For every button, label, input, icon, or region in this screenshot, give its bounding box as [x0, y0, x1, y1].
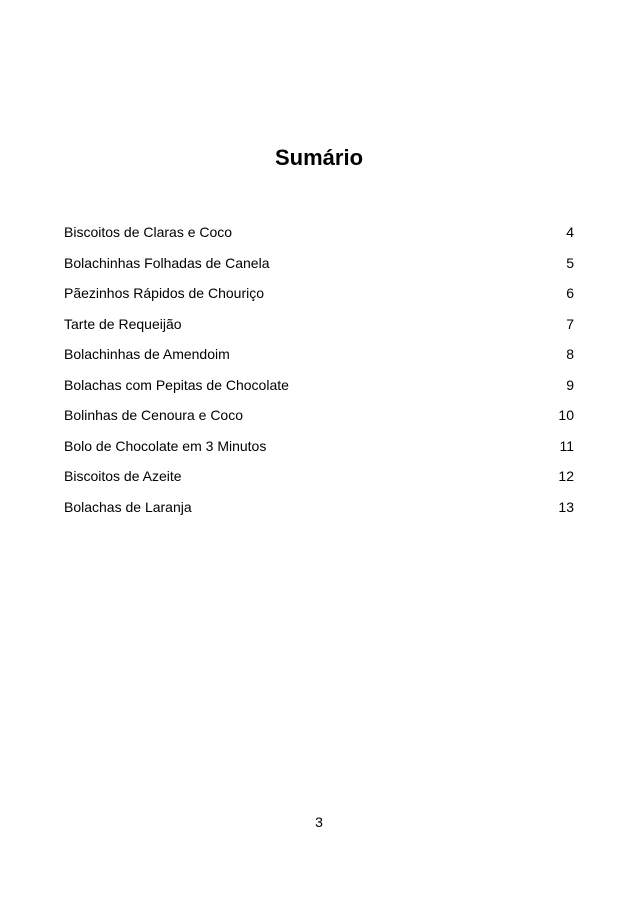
toc-entry-bolinhas-cenoura-coco	[64, 404, 574, 435]
toc-entry-bolo-chocolate-3-minutos	[64, 435, 574, 466]
toc-entry-biscoitos-azeite	[64, 465, 574, 496]
toc-entry-page: 4	[566, 224, 574, 240]
toc-entry-title: Bolachinhas Folhadas de Canela	[64, 254, 270, 271]
toc-entry-page: 7	[566, 315, 574, 332]
toc-entry-page: 10	[558, 407, 574, 423]
toc-entry-page: 9	[566, 376, 574, 393]
toc-entry-title: Pãezinhos Rápidos de Chouriço	[64, 285, 265, 301]
toc-entry-bolachas-pepitas-chocolate	[64, 374, 574, 405]
page-number: 3	[315, 814, 323, 830]
table-of-contents	[64, 221, 574, 526]
toc-entry-page: 12	[558, 468, 574, 484]
toc-entry-bolachas-laranja	[64, 496, 574, 527]
toc-entry-title: Tarte de Requeijão	[64, 315, 182, 332]
toc-entry-title: Bolinhas de Cenoura e Coco	[64, 407, 244, 423]
toc-entry-title: Bolachas de Laranja	[64, 498, 192, 515]
toc-entry-title: Bolo de Chocolate em 3 Minutos	[64, 437, 267, 454]
toc-entry-tarte-requeijao	[64, 313, 574, 344]
toc-entry-title: Biscoitos de Azeite	[64, 468, 182, 484]
toc-entry-page: 5	[566, 254, 574, 271]
toc-entry-title: Bolachinhas de Amendoim	[64, 346, 230, 362]
toc-entry-paezinhos-rapidos-chourico	[64, 282, 574, 313]
toc-entry-bolachinhas-amendoim	[64, 343, 574, 374]
toc-entry-page: 8	[566, 346, 574, 362]
toc-entry-page: 6	[566, 285, 574, 301]
toc-entry-title: Biscoitos de Claras e Coco	[64, 224, 233, 240]
toc-entry-page: 13	[558, 498, 574, 515]
toc-entry-biscoitos-claras-coco	[64, 221, 574, 252]
page-title: Sumário	[274, 145, 364, 170]
toc-entry-title: Bolachas com Pepitas de Chocolate	[64, 376, 289, 393]
toc-entry-page: 11	[559, 437, 574, 454]
toc-entry-bolachinhas-folhadas-canela	[64, 252, 574, 283]
